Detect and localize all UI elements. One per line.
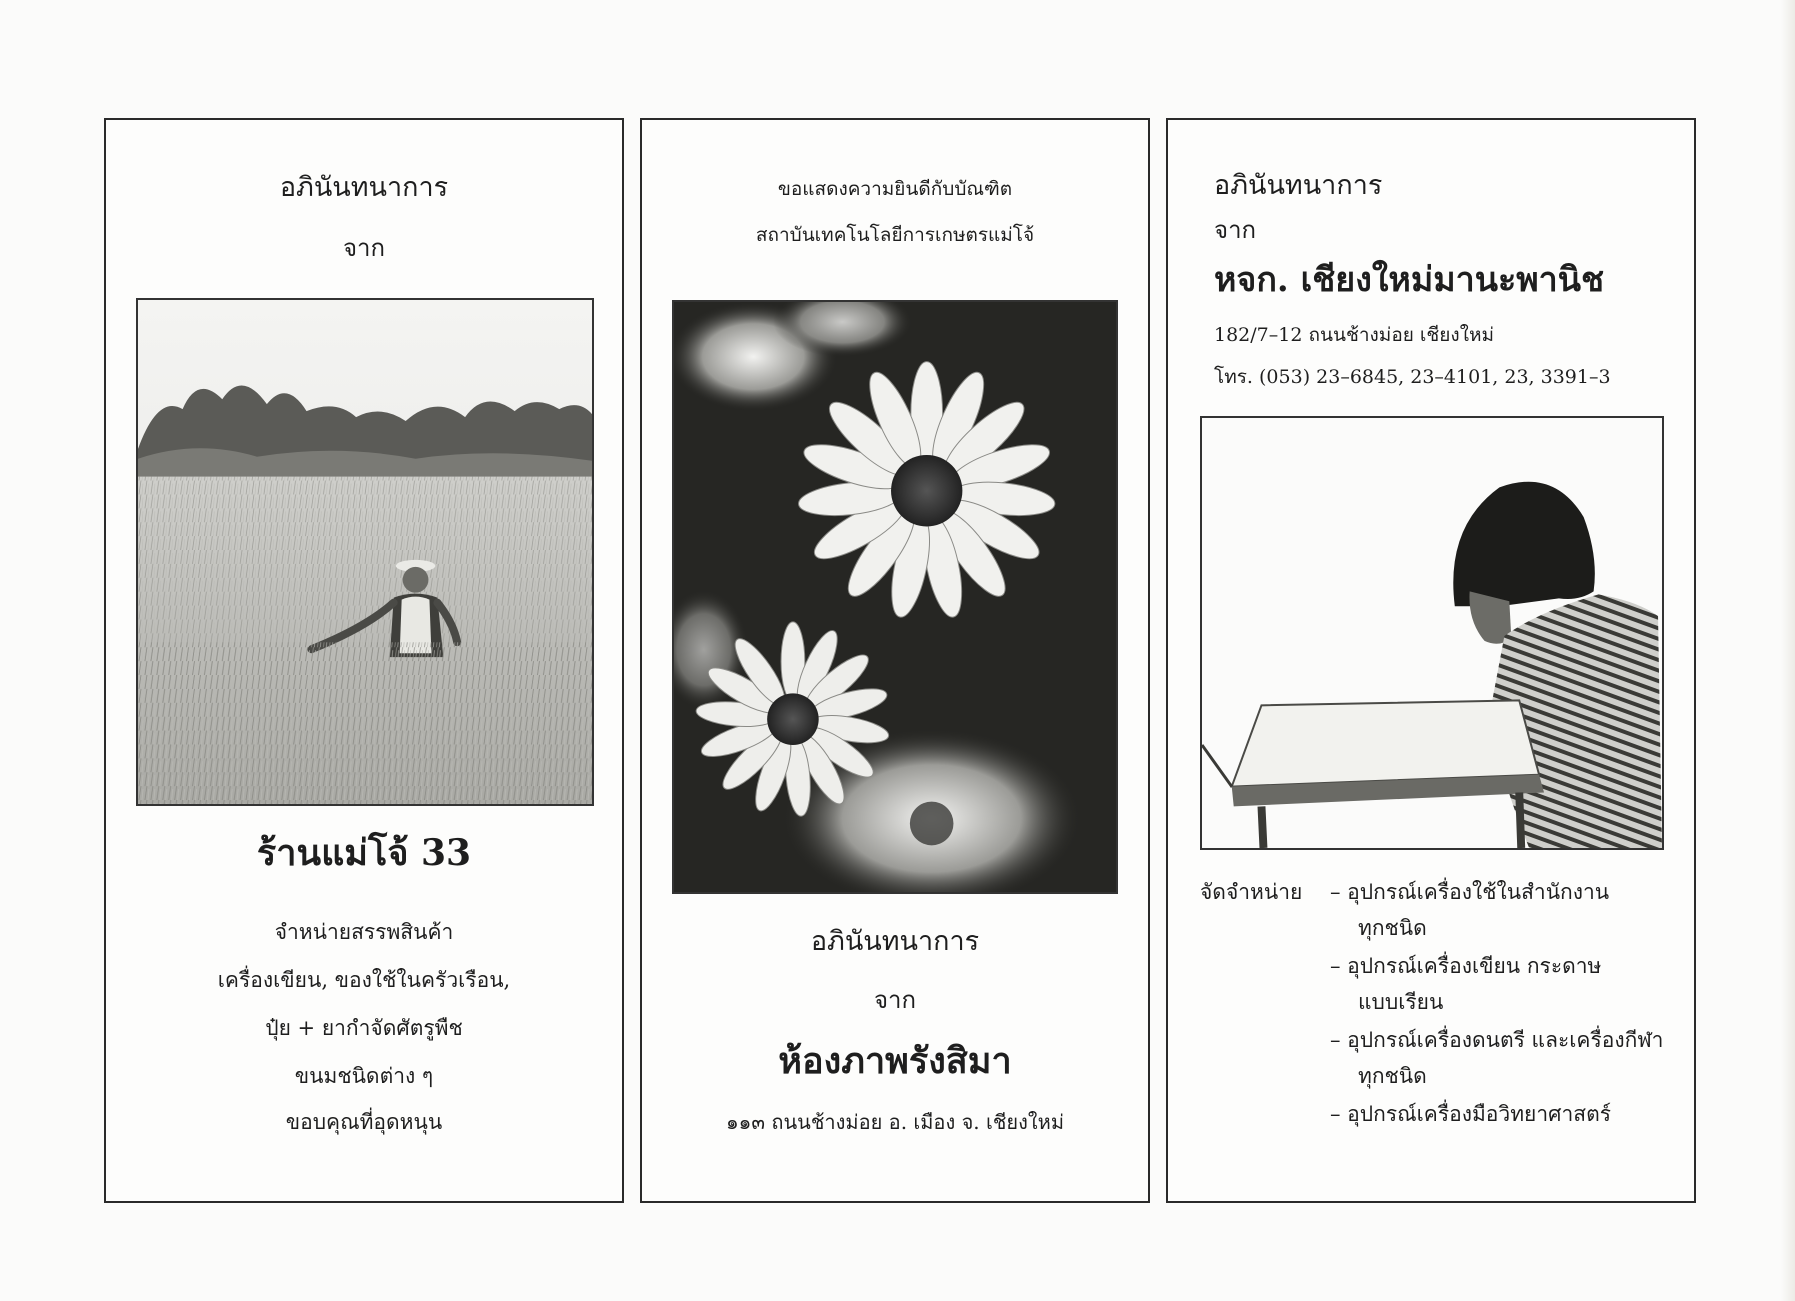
panel-heading: อภินันทนาการ [810, 926, 980, 957]
line-1: จำหน่ายสรรพสินค้า [274, 920, 454, 944]
shop-address: ๑๑๓ ถนนช้างม่อย อ. เมือง จ. เชียงใหม่ [725, 1110, 1065, 1134]
congrats-line-2: สถาบันเทคโนโลยีการเกษตรแม่โจ้ [755, 224, 1035, 246]
shop-name: ร้านแม่โจ้ 33 [256, 832, 472, 874]
line-4: ขนมชนิดต่าง ๆ [294, 1064, 434, 1088]
child-writing-photo [1200, 416, 1664, 850]
page-edge [1781, 0, 1795, 1301]
product-list [1200, 880, 1680, 1180]
ad-panel-stationery-store [1166, 118, 1696, 1203]
product-item-2-cont: แบบเรียน [1358, 990, 1444, 1014]
product-item-4: – อุปกรณ์เครื่องมือวิทยาศาสตร์ [1330, 1102, 1612, 1126]
shop-name: ห้องภาพรังสิมา [778, 1040, 1012, 1082]
ad-panel-photo-studio [640, 118, 1150, 1203]
product-item-1: – อุปกรณ์เครื่องใช้ในสำนักงาน [1330, 880, 1610, 904]
panel-from: จาก [342, 234, 386, 262]
product-item-1-cont: ทุกชนิด [1358, 916, 1427, 940]
panel-heading: อภินันทนาการ [1214, 170, 1383, 201]
panel-from: จาก [873, 986, 917, 1014]
line-3: ปุ๋ย + ยากำจัดศัตรูพืช [265, 1016, 463, 1040]
panel-heading: อภินันทนาการ [279, 172, 449, 203]
product-item-3-cont: ทุกชนิด [1358, 1064, 1427, 1088]
product-item-3: – อุปกรณ์เครื่องดนตรี และเครื่องกีฬา [1330, 1028, 1664, 1052]
product-item-2: – อุปกรณ์เครื่องเขียน กระดาษ [1330, 954, 1602, 978]
line-5: ขอบคุณที่อุดหนุน [285, 1110, 443, 1134]
ad-panel-shop-maejo [104, 118, 624, 1203]
shop-address: 182/7–12 ถนนช้างม่อย เชียงใหม่ [1214, 324, 1495, 346]
sells-label: จัดจำหน่าย [1200, 880, 1303, 904]
congrats-line-1: ขอแสดงความยินดีกับบัณฑิต [777, 178, 1013, 200]
line-2: เครื่องเขียน, ของใช้ในครัวเรือน, [217, 968, 511, 992]
panel-from: จาก [1214, 216, 1257, 244]
shop-phone: โทร. (053) 23–6845, 23–4101, 23, 3391–3 [1214, 366, 1611, 388]
rice-field-photo [136, 298, 594, 806]
shop-name: หจก. เชียงใหม่มานะพานิช [1214, 260, 1605, 300]
daisy-photo [672, 300, 1118, 894]
